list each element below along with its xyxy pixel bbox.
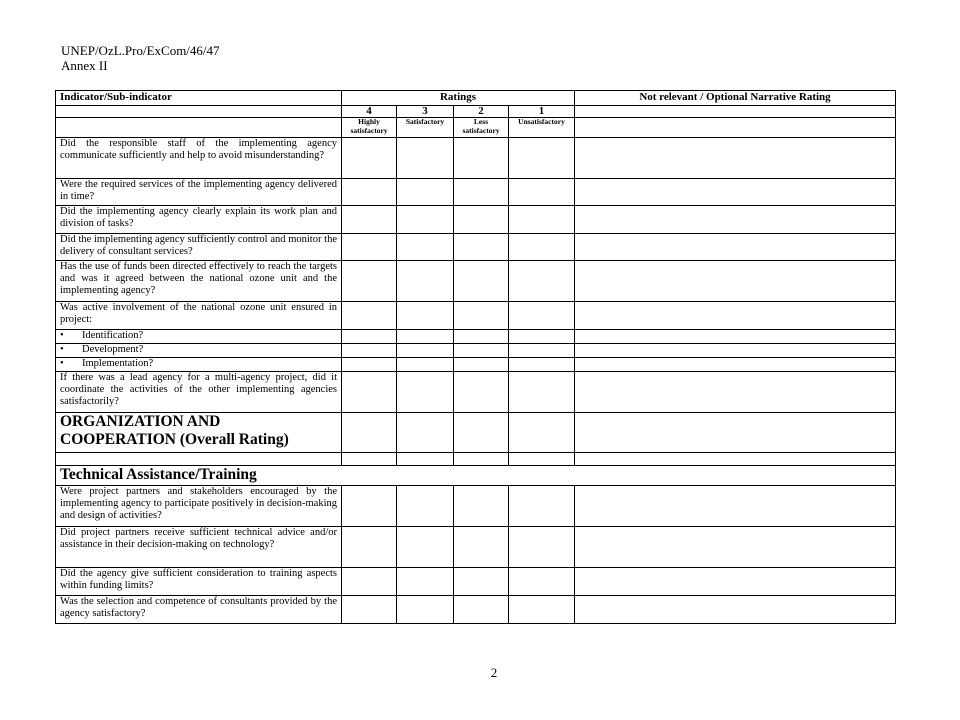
empty-cell [454, 453, 509, 466]
rating-cell-4[interactable] [342, 234, 397, 261]
indicator-question: Did the implementing agency sufficiently control and monitor the delivery of consultant services? [56, 234, 342, 261]
indicator-bullet-item [56, 358, 342, 372]
bullet-text: Development? [82, 344, 144, 355]
table-row [56, 486, 896, 527]
rating-cell-3[interactable] [397, 596, 454, 624]
table-row [56, 138, 896, 179]
indicator-question: Did project partners receive sufficient technical advice and/or assistance in their decision-making on technology? [56, 527, 342, 568]
empty-cell [56, 453, 342, 466]
rating-cell-4[interactable] [342, 206, 397, 234]
score-number-row [56, 106, 896, 118]
empty-cell [56, 118, 342, 138]
overall-rating-row [56, 413, 896, 453]
narrative-cell[interactable] [575, 302, 896, 330]
empty-cell [56, 106, 342, 118]
rating-cell-1[interactable] [509, 344, 575, 358]
rating-cell-2[interactable] [454, 206, 509, 234]
rating-cell-3[interactable] [397, 206, 454, 234]
rating-cell-1[interactable] [509, 330, 575, 344]
narrative-cell[interactable] [575, 179, 896, 206]
narrative-cell[interactable] [575, 568, 896, 596]
score-label-unsatisfactory: Unsatisfactory [509, 118, 575, 138]
document-header [61, 43, 220, 73]
rating-cell-4[interactable] [342, 486, 397, 527]
rating-cell-1[interactable] [509, 486, 575, 527]
rating-cell-1[interactable] [509, 234, 575, 261]
spacer-row [56, 453, 896, 466]
rating-cell-2[interactable] [454, 372, 509, 413]
narrative-cell[interactable] [575, 358, 896, 372]
indicator-column-header: Indicator/Sub-indicator [56, 91, 342, 106]
table-row [56, 261, 896, 302]
rating-cell-2[interactable] [454, 261, 509, 302]
indicator-question: Were project partners and stakeholders encouraged by the implementing agency to participate positively in decision-making and design of activities? [56, 486, 342, 527]
rating-cell-4[interactable] [342, 568, 397, 596]
indicator-question: If there was a lead agency for a multi-agency project, did it coordinate the activities of the other implementing agencies satisfactorily? [56, 372, 342, 413]
narrative-cell[interactable] [575, 372, 896, 413]
rating-cell-4[interactable] [342, 344, 397, 358]
rating-cell-4[interactable] [342, 413, 397, 453]
table-row [56, 568, 896, 596]
rating-cell-1[interactable] [509, 372, 575, 413]
empty-cell [575, 118, 896, 138]
rating-cell-1[interactable] [509, 261, 575, 302]
narrative-cell[interactable] [575, 344, 896, 358]
rating-cell-3[interactable] [397, 138, 454, 179]
rating-cell-1[interactable] [509, 138, 575, 179]
rating-cell-2[interactable] [454, 568, 509, 596]
page-number: 2 [490, 665, 498, 680]
rating-cell-1[interactable] [509, 568, 575, 596]
rating-cell-3[interactable] [397, 302, 454, 330]
rating-cell-2[interactable] [454, 179, 509, 206]
rating-table [55, 90, 896, 624]
indicator-question: Was the selection and competence of consultants provided by the agency satisfactory? [56, 596, 342, 624]
rating-cell-4[interactable] [342, 596, 397, 624]
indicator-question: Did the implementing agency clearly explain its work plan and division of tasks? [56, 206, 342, 234]
empty-cell [575, 453, 896, 466]
rating-cell-2[interactable] [454, 486, 509, 527]
rating-cell-1[interactable] [509, 527, 575, 568]
table-row [56, 302, 896, 330]
rating-cell-2[interactable] [454, 138, 509, 179]
rating-cell-1[interactable] [509, 302, 575, 330]
section-title-technical-assistance: Technical Assistance/Training [56, 466, 896, 486]
section-header-row [56, 466, 896, 486]
rating-cell-4[interactable] [342, 302, 397, 330]
narrative-cell[interactable] [575, 138, 896, 179]
table-row [56, 372, 896, 413]
rating-cell-1[interactable] [509, 206, 575, 234]
table-row [56, 344, 896, 358]
rating-cell-4[interactable] [342, 261, 397, 302]
score-label-highly-satisfactory: Highly satisfactory [342, 118, 397, 138]
indicator-bullet-item [56, 344, 342, 358]
document-reference: UNEP/OzL.Pro/ExCom/46/47 [61, 43, 220, 58]
narrative-cell[interactable] [575, 596, 896, 624]
score-3: 3 [397, 106, 454, 118]
rating-cell-3[interactable] [397, 330, 454, 344]
indicator-question: Has the use of funds been directed effectively to reach the targets and was it agreed between the national ozone unit and the implementing agency? [56, 261, 342, 302]
rating-cell-2[interactable] [454, 344, 509, 358]
ratings-column-header: Ratings [342, 91, 575, 106]
rating-cell-1[interactable] [509, 179, 575, 206]
rating-cell-3[interactable] [397, 234, 454, 261]
bullet-icon: • [60, 330, 64, 341]
table-row [56, 179, 896, 206]
narrative-cell[interactable] [575, 206, 896, 234]
rating-cell-3[interactable] [397, 486, 454, 527]
rating-cell-4[interactable] [342, 138, 397, 179]
narrative-cell[interactable] [575, 234, 896, 261]
empty-cell [575, 106, 896, 118]
indicator-question: Did the responsible staff of the implementing agency communicate sufficiently and help to avoid misunderstanding? [56, 138, 342, 179]
overall-rating-label: ORGANIZATION AND COOPERATION (Overall Rating) [56, 413, 342, 453]
annex-label: Annex II [61, 58, 108, 73]
rating-cell-3[interactable] [397, 261, 454, 302]
score-label-less-satisfactory: Less satisfactory [454, 118, 509, 138]
table-row [56, 527, 896, 568]
rating-cell-2[interactable] [454, 527, 509, 568]
rating-cell-3[interactable] [397, 527, 454, 568]
rating-cell-3[interactable] [397, 179, 454, 206]
rating-cell-1[interactable] [509, 596, 575, 624]
empty-cell [342, 453, 397, 466]
rating-cell-1[interactable] [509, 358, 575, 372]
rating-cell-4[interactable] [342, 330, 397, 344]
rating-cell-3[interactable] [397, 568, 454, 596]
rating-cell-2[interactable] [454, 413, 509, 453]
rating-cell-4[interactable] [342, 179, 397, 206]
rating-cell-2[interactable] [454, 330, 509, 344]
rating-cell-1[interactable] [509, 413, 575, 453]
bullet-text: Implementation? [82, 358, 154, 369]
rating-cell-4[interactable] [342, 358, 397, 372]
table-row [56, 358, 896, 372]
bullet-icon: • [60, 358, 64, 369]
indicator-question: Did the agency give sufficient consideration to training aspects within funding limits? [56, 568, 342, 596]
rating-cell-3[interactable] [397, 344, 454, 358]
narrative-cell[interactable] [575, 413, 896, 453]
score-2: 2 [454, 106, 509, 118]
narrative-cell[interactable] [575, 527, 896, 568]
table-header-row [56, 91, 896, 106]
score-label-row [56, 118, 896, 138]
rating-cell-2[interactable] [454, 234, 509, 261]
rating-cell-2[interactable] [454, 596, 509, 624]
empty-cell [509, 453, 575, 466]
table-row [56, 206, 896, 234]
empty-cell [397, 453, 454, 466]
indicator-question: Were the required services of the implementing agency delivered in time? [56, 179, 342, 206]
rating-cell-4[interactable] [342, 527, 397, 568]
bullet-text: Identification? [82, 330, 144, 341]
narrative-column-header: Not relevant / Optional Narrative Rating [575, 91, 896, 106]
narrative-cell[interactable] [575, 486, 896, 527]
narrative-cell[interactable] [575, 261, 896, 302]
rating-cell-4[interactable] [342, 372, 397, 413]
rating-cell-2[interactable] [454, 358, 509, 372]
rating-cell-3[interactable] [397, 358, 454, 372]
table-row [56, 330, 896, 344]
bullet-icon: • [60, 344, 64, 355]
rating-cell-2[interactable] [454, 302, 509, 330]
score-1: 1 [509, 106, 575, 118]
table-row [56, 234, 896, 261]
score-4: 4 [342, 106, 397, 118]
indicator-question: Was active involvement of the national ozone unit ensured in project: [56, 302, 342, 330]
narrative-cell[interactable] [575, 330, 896, 344]
score-label-satisfactory: Satisfactory [397, 118, 454, 138]
rating-cell-3[interactable] [397, 413, 454, 453]
table-row [56, 596, 896, 624]
rating-cell-3[interactable] [397, 372, 454, 413]
indicator-bullet-item [56, 330, 342, 344]
